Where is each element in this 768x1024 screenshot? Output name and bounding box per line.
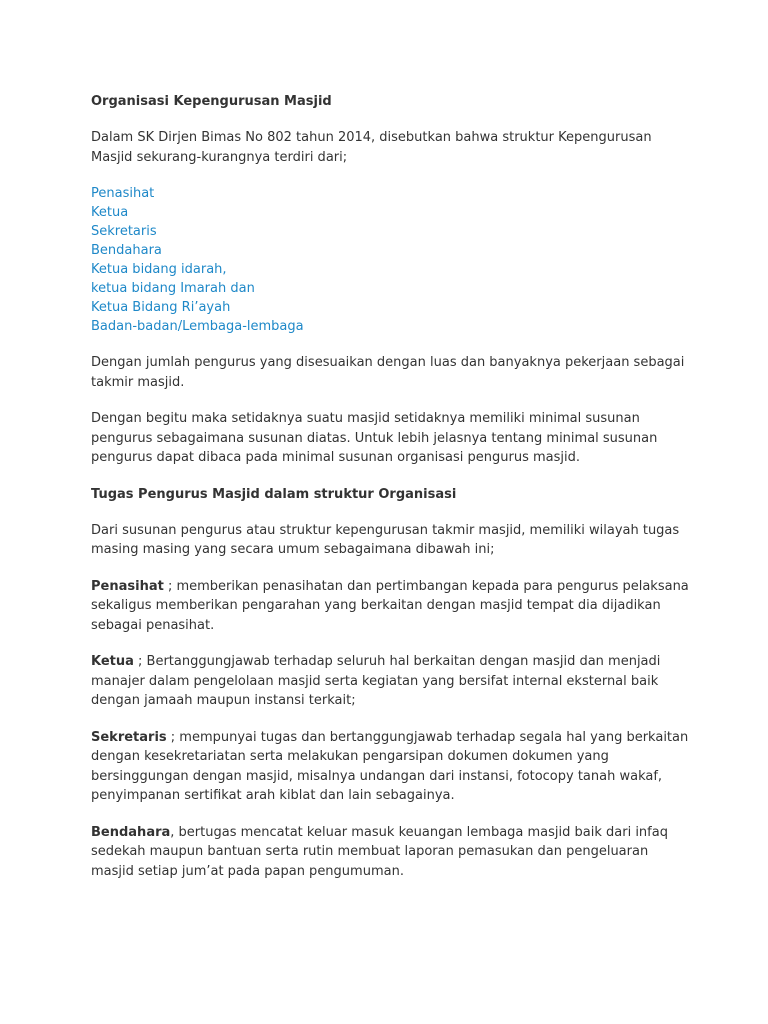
- duty-sekretaris: [91, 728, 691, 806]
- duty-bendahara: [91, 823, 691, 882]
- paragraph-jumlah-pengurus: Dengan jumlah pengurus yang disesuaikan dengan luas dan banyaknya pekerjaan sebagai takmir masjid.: [91, 355, 685, 390]
- duty-text: ; mempunyai tugas dan bertanggungjawab terhadap segala hal yang berkaitan dengan kesekretariatan serta melakukan pengarsipan dokumen dokumen yang bersinggungan dengan masjid, misalnya undangan dari instansi, fotocopy tanah wakaf, penyimpanan sertifikat arah kiblat dan lain sebagainya.: [91, 729, 689, 803]
- role-item-ketua-bidang-imarah: ketua bidang Imarah dan: [91, 281, 255, 296]
- role-item-ketua-bidang-riayah: Ketua Bidang Ri’ayah: [91, 300, 231, 315]
- duty-term: Penasihat: [91, 578, 164, 594]
- duty-term: Sekretaris: [91, 729, 167, 745]
- duty-penasihat: [91, 577, 691, 636]
- section-intro-paragraph: Dari susunan pengurus atau struktur kepengurusan takmir masjid, memiliki wilayah tugas masing masing yang secara umum sebagaimana dibawah ini;: [91, 522, 680, 557]
- paragraph-minimal-susunan: Dengan begitu maka setidaknya suatu masjid setidaknya memiliki minimal susunan pengurus sebagaimana susunan diatas. Untuk lebih jelasnya tentang minimal susunan pengurus dapat dibaca pada minimal susunan organisasi pengurus masjid.: [91, 411, 658, 465]
- document-page: [91, 92, 691, 898]
- duty-ketua: [91, 652, 691, 711]
- role-item-bendahara: Bendahara: [91, 243, 162, 258]
- duty-text: ; Bertanggungjawab terhadap seluruh hal berkaitan dengan masjid dan menjadi manajer dalam pengelolaan masjid serta kegiatan yang bersifat internal eksternal baik dengan jamaah maupun instansi terkait;: [91, 654, 661, 708]
- role-item-penasihat: Penasihat: [91, 186, 155, 201]
- intro-paragraph: Dalam SK Dirjen Bimas No 802 tahun 2014, disebutkan bahwa struktur Kepengurusan Masjid sekurang-kurangnya terdiri dari;: [91, 130, 652, 165]
- document-title: Organisasi Kepengurusan Masjid: [91, 94, 332, 109]
- section-title: Tugas Pengurus Masjid dalam struktur Organisasi: [91, 486, 457, 502]
- role-item-badan-lembaga: Badan-badan/Lembaga-lembaga: [91, 319, 304, 334]
- role-list: [91, 184, 691, 336]
- duty-term: Bendahara: [91, 824, 171, 840]
- role-item-sekretaris: Sekretaris: [91, 224, 157, 239]
- duty-text: ; memberikan penasihatan dan pertimbangan kepada para pengurus pelaksana sekaligus memberikan pengarahan yang berkaitan dengan masjid tempat dia dijadikan sebagai penasihat.: [91, 578, 689, 633]
- role-item-ketua: Ketua: [91, 205, 129, 220]
- duty-term: Ketua: [91, 654, 134, 669]
- role-item-ketua-bidang-idarah: Ketua bidang idarah,: [91, 262, 227, 277]
- duty-text: , bertugas mencatat keluar masuk keuangan lembaga masjid baik dari infaq sedekah maupun bantuan serta rutin membuat laporan pemasukan dan pengeluaran masjid setiap jum’at pada papan pengumuman.: [91, 824, 668, 879]
